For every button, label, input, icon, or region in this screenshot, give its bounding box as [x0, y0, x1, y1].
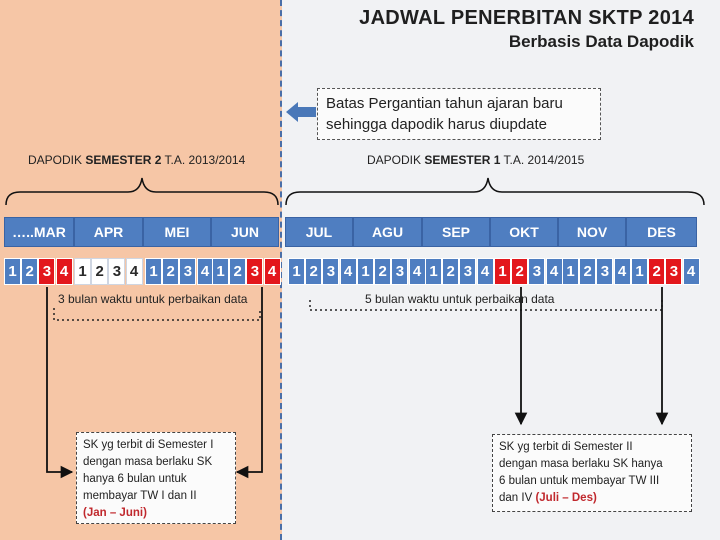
week-des-4: 4 — [683, 258, 700, 285]
week-apr-3: 3 — [108, 258, 125, 285]
week-sep-1: 1 — [425, 258, 442, 285]
week-mei-2: 2 — [162, 258, 179, 285]
week-mar-3: 3 — [38, 258, 55, 285]
week-okt-2: 2 — [511, 258, 528, 285]
week-sep-3: 3 — [459, 258, 476, 285]
sub-title: Berbasis Data Dapodik — [508, 32, 694, 51]
week-okt-4: 4 — [546, 258, 563, 285]
week-jul-4: 4 — [340, 258, 357, 285]
semester-2-brace — [6, 178, 278, 205]
box-left-line-1: SK yg terbit di Semester I — [83, 439, 214, 451]
box-right-line-4-prefix: dan IV — [499, 492, 536, 504]
week-mar-4: 4 — [56, 258, 73, 285]
week-nov-3: 3 — [596, 258, 613, 285]
note-line-1: Batas Pergantian tahun ajaran baru — [326, 95, 563, 112]
semester-1-name: SEMESTER 1 — [424, 153, 501, 167]
week-apr-4: 4 — [126, 258, 143, 285]
arrow-from-mar — [47, 287, 72, 472]
box-right-line-2: dengan masa berlaku SK hanya — [499, 458, 663, 470]
left-caption: 3 bulan waktu untuk perbaikan data — [58, 292, 248, 306]
week-okt-1: 1 — [494, 258, 511, 285]
week-nov-1: 1 — [562, 258, 579, 285]
week-mei-3: 3 — [179, 258, 196, 285]
main-title: JADWAL PENERBITAN SKTP 2014 — [359, 7, 694, 29]
week-okt-3: 3 — [528, 258, 545, 285]
box-left-line-3: hanya 6 bulan untuk — [83, 473, 187, 485]
week-nov-2: 2 — [579, 258, 596, 285]
month-jun: JUN — [211, 217, 279, 247]
box-left-highlight: (Jan – Juni) — [83, 507, 147, 519]
semester-1-prefix: DAPODIK — [367, 153, 425, 167]
month-mei: MEI — [143, 217, 211, 247]
sk-semester-2-box — [492, 434, 692, 512]
semester-2-prefix: DAPODIK — [28, 153, 86, 167]
semester-2-suffix: T.A. 2013/2014 — [161, 153, 246, 167]
month-des: DES — [626, 217, 697, 247]
box-left-line-2: dengan masa berlaku SK — [83, 456, 213, 468]
left-dotted-bracket — [54, 308, 260, 320]
week-apr-1: 1 — [74, 258, 91, 285]
week-jun-2: 2 — [229, 258, 246, 285]
week-des-1: 1 — [631, 258, 648, 285]
week-mei-4: 4 — [197, 258, 214, 285]
semester-1-suffix: T.A. 2014/2015 — [500, 153, 585, 167]
semester-1-brace — [286, 178, 704, 205]
week-jul-3: 3 — [322, 258, 339, 285]
week-nov-4: 4 — [614, 258, 631, 285]
box-right-highlight: (Juli – Des) — [535, 492, 597, 504]
week-agu-1: 1 — [357, 258, 374, 285]
week-jun-4: 4 — [264, 258, 281, 285]
week-jun-3: 3 — [246, 258, 263, 285]
week-mei-1: 1 — [145, 258, 162, 285]
week-apr-2: 2 — [91, 258, 108, 285]
month-sep: SEP — [422, 217, 490, 247]
week-mar-1: 1 — [4, 258, 21, 285]
box-right-line-4 — [499, 490, 685, 507]
week-des-3: 3 — [665, 258, 682, 285]
week-agu-3: 3 — [391, 258, 408, 285]
box-right-line-3: 6 bulan untuk membayar TW III — [499, 475, 660, 487]
box-right-line-1: SK yg terbit di Semester II — [499, 441, 633, 453]
week-sep-4: 4 — [477, 258, 494, 285]
week-jun-1: 1 — [212, 258, 229, 285]
month-agu: AGU — [353, 217, 422, 247]
right-caption: 5 bulan waktu untuk perbaikan data — [365, 292, 555, 306]
month-apr: APR — [74, 217, 143, 247]
month-jul: JUL — [285, 217, 353, 247]
week-des-2: 2 — [648, 258, 665, 285]
week-jul-2: 2 — [305, 258, 322, 285]
month-nov: NOV — [558, 217, 626, 247]
semester-2-name: SEMESTER 2 — [85, 153, 162, 167]
week-mar-2: 2 — [21, 258, 38, 285]
week-sep-2: 2 — [442, 258, 459, 285]
arrow-from-jun — [237, 287, 262, 472]
sk-semester-1-box — [76, 432, 236, 524]
month-okt: OKT — [490, 217, 558, 247]
box-left-line-4: membayar TW I dan II — [83, 490, 197, 502]
week-jul-1: 1 — [288, 258, 305, 285]
month-mar: …..MAR — [4, 217, 74, 247]
week-agu-4: 4 — [409, 258, 426, 285]
note-line-2: sehingga dapodik harus diupdate — [326, 116, 548, 133]
week-agu-2: 2 — [374, 258, 391, 285]
